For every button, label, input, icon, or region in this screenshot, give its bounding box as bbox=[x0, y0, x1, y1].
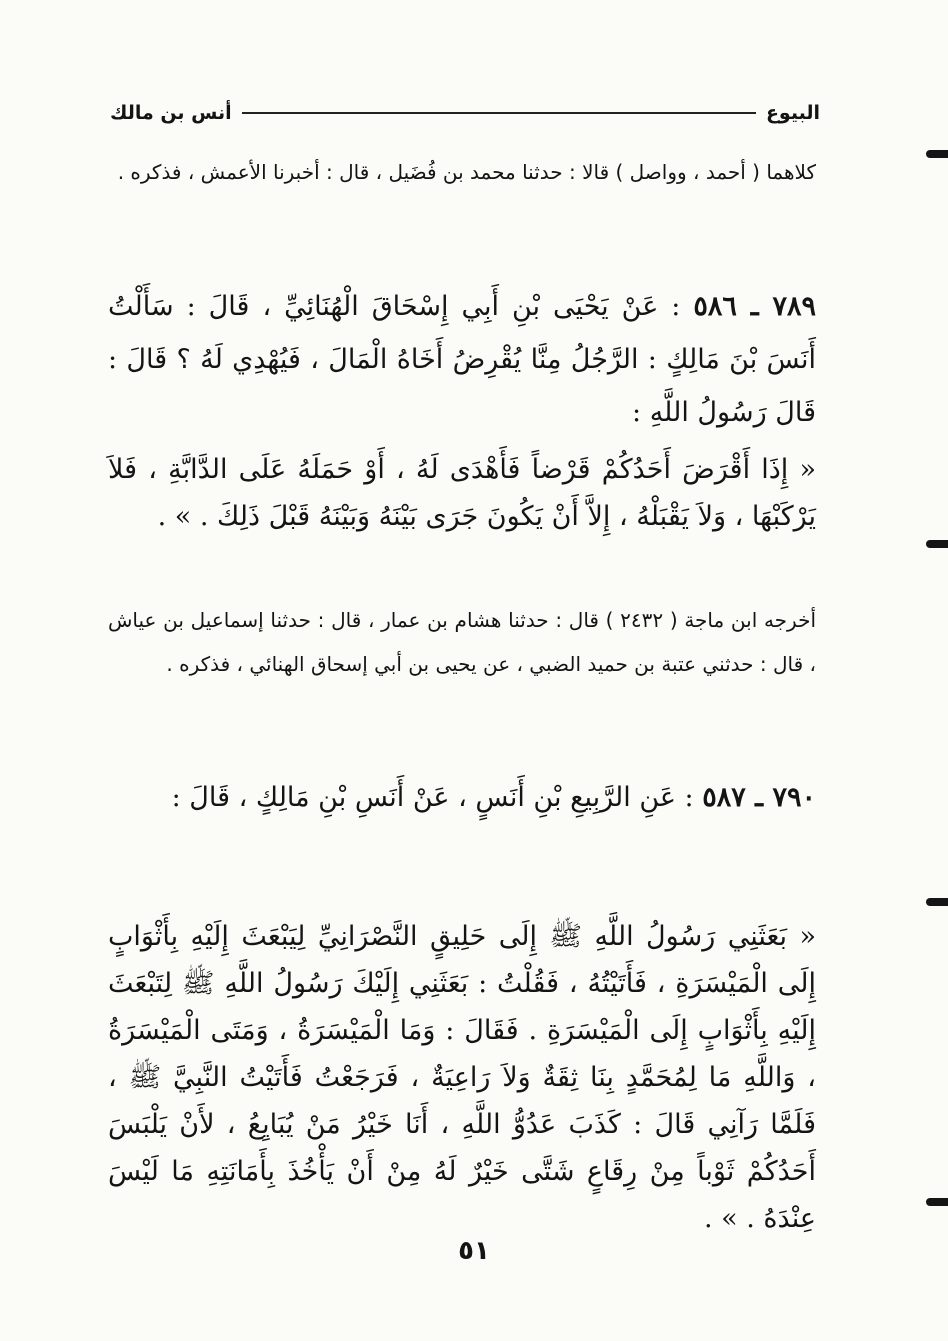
hadith-789-chain: : عَنْ يَحْيَى بْنِ أَبِي إِسْحَاقَ الْهُنَائِيِّ ، قَالَ : سَأَلْتُ أَنَسَ بْنَ مَالِكٍ : الرَّجُلُ مِنَّا يُقْرِضُ أَخَاهُ الْمَالَ ، فَيُهْدِي لَهُ ؟ قَالَ : قَالَ رَسُولُ اللَّهِ : bbox=[108, 291, 816, 428]
page-number: ٥١ bbox=[458, 1236, 490, 1266]
takhrij-paragraph: أخرجه ابن ماجة ( ٢٤٣٢ ) قال : حدثنا هشام بن عمار ، قال : حدثنا إسماعيل بن عياش ، قال : حدثني عتبة بن حميد الضبي ، عن يحيى بن أبي إسحاق الهنائي ، فذكره . bbox=[108, 608, 816, 676]
hadith-790-quote: « بَعَثَنِي رَسُولُ اللَّهِ ﷺ إِلَى حَلِيقٍ النَّصْرَانِيِّ لِيَبْعَثَ إِلَيْهِ بِأَثْوَابٍ إِلَى الْمَيْسَرَةِ ، فَأَتَيْتُهُ ، فَقُلْتُ : بَعَثَنِي إِلَيْكَ رَسُولُ اللَّهِ ﷺ لِتَبْعَثَ إِلَيْهِ بِأَثْوَابٍ إِلَى الْمَيْسَرَةِ . فَقَالَ : وَمَا الْمَيْسَرَةُ ، وَمَتَى الْمَيْسَرَةُ ، وَاللَّهِ مَا لِمُحَمَّدٍ بِنَا ثِقَةٌ وَلاَ رَاعِيَةٌ ، فَرَجَعْتُ فَأَتَيْتُ النَّبِيَّ ﷺ ، فَلَمَّا رَآنِي قَالَ : كَذَبَ عَدُوُّ اللَّهِ ، أَنَا خَيْرُ مَنْ يُبَايِعُ ، لأَنْ يَلْبَسَ أَحَدُكُمْ ثَوْباً مِنْ رِقَاعٍ شَتَّى خَيْرٌ لَهُ مِنْ أَنْ يَأْخُذَ بِأَمَانَتِهِ مَا لَيْسَ عِنْدَهُ . » . bbox=[108, 921, 816, 1234]
scan-edge-mark bbox=[926, 540, 948, 548]
header-section-title: البيوع bbox=[765, 102, 820, 124]
scan-edge-mark bbox=[926, 150, 948, 158]
intro-paragraph: كلاهما ( أحمد ، وواصل ) قالا : حدثنا محمد بن فُضَيل ، قال : أخبرنا الأعمش ، فذكره . bbox=[117, 160, 816, 184]
scan-edge-mark bbox=[926, 1198, 948, 1206]
scan-edge-mark bbox=[926, 898, 948, 906]
hadith-789-quote: « إِذَا أَقْرَضَ أَحَدُكُمْ قَرْضاً فَأَهْدَى لَهُ ، أَوْ حَمَلَهُ عَلَى الدَّابَّةِ ، فَلاَ يَرْكَبْهَا ، وَلاَ يَقْبَلْهُ ، إِلاَّ أَنْ يَكُونَ جَرَى بَيْنَهُ وَبَيْنَهُ قَبْلَ ذَلِكَ . » . bbox=[108, 454, 816, 532]
hadith-790-chain: : عَنِ الرَّبِيعِ بْنِ أَنَسٍ ، عَنْ أَنَسِ بْنِ مَالِكٍ ، قَالَ : bbox=[171, 782, 694, 813]
header-rule bbox=[242, 112, 756, 114]
hadith-789-number: ٧٨٩ ـ ٥٨٦ bbox=[693, 291, 816, 322]
hadith-789-paragraph bbox=[108, 280, 816, 439]
running-header bbox=[110, 96, 820, 130]
header-book-title: أنس بن مالك bbox=[110, 102, 232, 124]
hadith-790-number: ٧٩٠ ـ ٥٨٧ bbox=[702, 782, 816, 813]
hadith-790-paragraph bbox=[108, 771, 816, 824]
